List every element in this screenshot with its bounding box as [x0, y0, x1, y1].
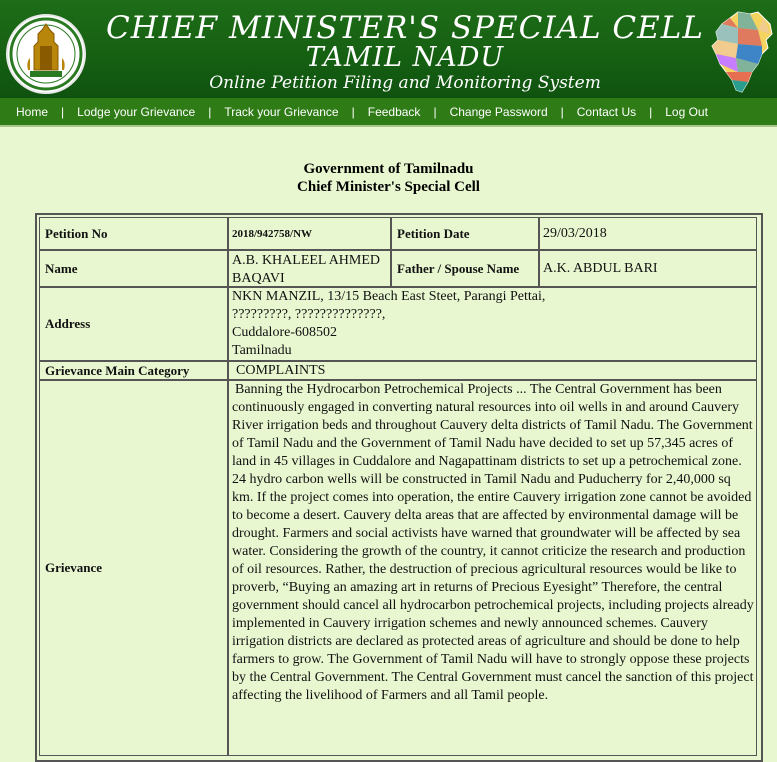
nav-separator: |	[560, 104, 564, 119]
page-heading: Government of Tamilnadu	[303, 161, 474, 177]
name-value: A.B. KHALEEL AHMED BAQAVI	[228, 250, 391, 287]
petition-date-value: 29/03/2018	[539, 217, 757, 250]
petition-no-label: Petition No	[39, 217, 228, 250]
nav-contact-us[interactable]: Contact Us	[576, 104, 637, 119]
father-label: Father / Spouse Name	[391, 250, 539, 287]
nav-separator: |	[61, 104, 65, 119]
tamil-nadu-map-icon	[708, 10, 774, 94]
site-subtitle: Online Petition Filing and Monitoring System	[209, 73, 601, 93]
nav-track-grievance[interactable]: Track your Grievance	[224, 104, 339, 119]
address-line: Cuddalore-608502	[232, 325, 337, 340]
grievance-text: Banning the Hydrocarbon Petrochemical Projects ... The Central Government has been continuously engaged in converting natural resources into oil wells in and around Cauvery River irrigation beds and throughout Cauvery delta districts of Tamil Nadu. The Government of Tamil Nadu and the Government of Tamil Nadu have decided to set up 57,345 acres of land in 45 villages in Cuddalore and Nagapattinam districts to set up a petrochemical zone. 24 hydro carbon wells will be constructed in Tamil Nadu and Puducherry for 2,40,000 sq km. If the project comes into operation, the entire Cauvery irrigation zone cannot be avoided to become a desert. Cauvery delta areas that are affected by environmental damage will be drought. Farmers and social activists have warned that groundwater will be affected by sea water. Considering the growth of the country, it cannot criticize the research and production of oil resources. Rather, the destruction of precious agricultural resources would be like to proverb, “Buying an amazing art in returns of Precious Eyesight” Therefore, the central government should cancel all hydrocarbon petrochemical projects, including projects already implemented in Cauvery irrigation schemes and newly announced schemes. Cauvery irrigation districts are declared as protected areas of agriculture and should be done to help farmers to grow. The Government of Tamil Nadu will have to strongly oppose these projects by the Central Government. The Central Government must cancel the sanction of this project affecting the livelihood of Farmers and all Tamil people.	[228, 380, 757, 756]
nav-feedback[interactable]: Feedback	[367, 104, 421, 119]
tamil-nadu-emblem-icon	[6, 14, 86, 94]
category-label: Grievance Main Category	[39, 361, 228, 380]
address-label: Address	[39, 287, 228, 361]
nav-separator: |	[351, 104, 355, 119]
petition-date-label: Petition Date	[391, 217, 539, 250]
address-line: Tamilnadu	[232, 343, 292, 358]
nav-change-password[interactable]: Change Password	[449, 104, 548, 119]
nav-log-out[interactable]: Log Out	[665, 104, 708, 119]
petition-details-table	[35, 213, 763, 762]
address-line: NKN MANZIL, 13/15 Beach East Steet, Parangi Pettai, ?????????, ??????????????,	[232, 289, 546, 322]
nav-home[interactable]: Home	[16, 104, 49, 119]
site-title-line2: TAMIL NADU	[305, 42, 505, 73]
nav-lodge-grievance[interactable]: Lodge your Grievance	[77, 104, 196, 119]
nav-separator: |	[208, 104, 212, 119]
main-nav	[0, 98, 777, 127]
petition-no-value: 2018/942758/NW	[228, 217, 391, 250]
name-label: Name	[39, 250, 228, 287]
site-title-line1: CHIEF MINISTER'S SPECIAL CELL	[106, 10, 704, 46]
address-value	[228, 287, 757, 361]
site-header	[0, 0, 777, 98]
nav-separator: |	[433, 104, 437, 119]
page-subheading: Chief Minister's Special Cell	[297, 179, 480, 195]
grievance-label: Grievance	[39, 380, 228, 756]
father-value: A.K. ABDUL BARI	[539, 250, 757, 287]
category-value: COMPLAINTS	[228, 361, 757, 380]
nav-separator: |	[649, 104, 653, 119]
